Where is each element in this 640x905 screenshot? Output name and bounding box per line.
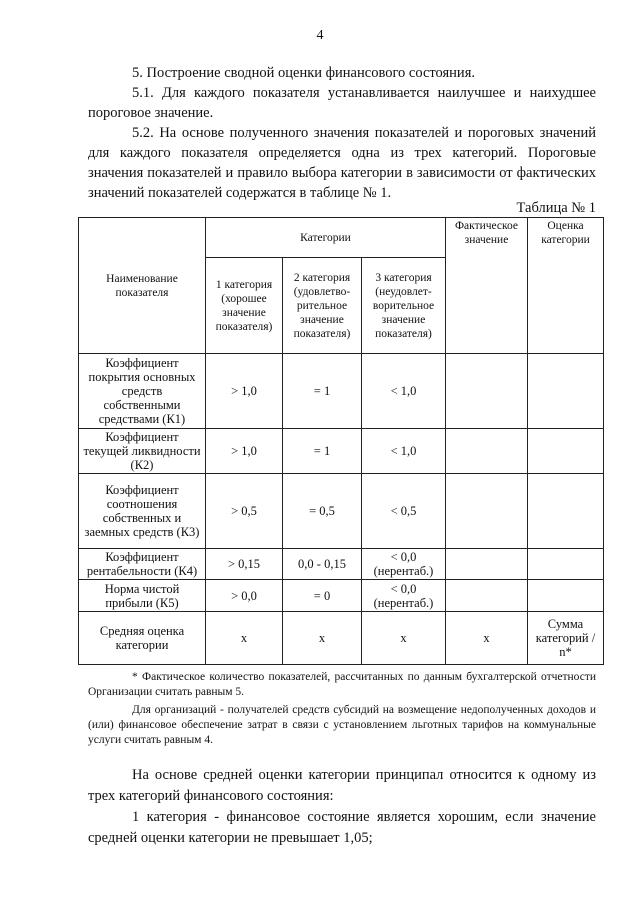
paragraph-5-1: 5.1. Для каждого показателя устанавливается наилучшее и наихудшее пороговое значение. <box>88 85 596 121</box>
header-name: Наименование показателя <box>79 218 206 354</box>
row-actual <box>446 429 528 474</box>
table-row <box>79 474 604 549</box>
row-cat3: < 1,0 <box>362 354 446 429</box>
header-score: Оценка категории <box>528 218 604 354</box>
row-cat1: > 0,0 <box>206 580 283 612</box>
header-category-2: 2 категория (удовлетво-рительное значение показателя) <box>283 258 362 354</box>
row-actual <box>446 354 528 429</box>
table-row <box>79 429 604 474</box>
footnotes <box>88 670 596 751</box>
row-cat2: = 1 <box>283 354 362 429</box>
row-name: Коэффициент соотношения собственных и заемных средств (К3) <box>79 474 206 549</box>
intro-section <box>88 63 596 203</box>
row-cat3: < 1,0 <box>362 429 446 474</box>
row-score <box>528 474 604 549</box>
footnote-2: Для организаций - получателей средств субсидий на возмещение недополученных доходов и (или) финансовое обеспечение затрат в связи с установлением льготных тарифов на коммунальные услуги считать равным 4. <box>88 704 596 746</box>
row-name: Коэффициент рентабельности (К4) <box>79 549 206 580</box>
row-cat1: > 1,0 <box>206 354 283 429</box>
table-row <box>79 549 604 580</box>
row-actual <box>446 580 528 612</box>
row-cat2: 0,0 - 0,15 <box>283 549 362 580</box>
footnote-1: * Фактическое количество показателей, рассчитанных по данным бухгалтерской отчетности Организации считать равным 5. <box>88 671 596 698</box>
header-category-1: 1 категория (хорошее значение показателя) <box>206 258 283 354</box>
row-cat2: х <box>283 612 362 665</box>
row-score <box>528 549 604 580</box>
row-actual <box>446 549 528 580</box>
header-actual: Фактическое значение <box>446 218 528 354</box>
row-cat1: > 1,0 <box>206 429 283 474</box>
row-score: Сумма категорий / n* <box>528 612 604 665</box>
header-categories: Категории <box>206 218 446 258</box>
row-cat2: = 0 <box>283 580 362 612</box>
row-score <box>528 354 604 429</box>
table-caption: Таблица № 1 <box>516 200 596 216</box>
row-cat1: > 0,5 <box>206 474 283 549</box>
header-category-3: 3 категория (неудовлет-ворительное значение показателя) <box>362 258 446 354</box>
row-actual: х <box>446 612 528 665</box>
row-cat1: > 0,15 <box>206 549 283 580</box>
row-actual <box>446 474 528 549</box>
row-cat2: = 1 <box>283 429 362 474</box>
row-name: Норма чистой прибыли (К5) <box>79 580 206 612</box>
section-heading: 5. Построение сводной оценки финансового состояния. <box>132 65 475 81</box>
table-row <box>79 354 604 429</box>
table-row <box>79 580 604 612</box>
row-name: Коэффициент текущей ликвидности (К2) <box>79 429 206 474</box>
row-cat2: = 0,5 <box>283 474 362 549</box>
table-row <box>79 612 604 665</box>
row-name: Средняя оценка категории <box>79 612 206 665</box>
row-cat3: < 0,0 (нерентаб.) <box>362 549 446 580</box>
conclusion-paragraph-1: На основе средней оценки категории принципал относится к одному из трех категорий финансового состояния: <box>88 767 596 804</box>
row-cat1: х <box>206 612 283 665</box>
row-score <box>528 429 604 474</box>
thresholds-table <box>78 217 604 665</box>
row-cat3: х <box>362 612 446 665</box>
conclusion-section <box>88 765 596 849</box>
paragraph-5-2: 5.2. На основе полученного значения показателей и пороговых значений для каждого показателя определяется одна из трех категорий. Пороговые значения показателей и правило выбора категории в зависимости от фактических значений показателей содержатся в таблице № 1. <box>88 125 596 201</box>
row-score <box>528 580 604 612</box>
row-cat3: < 0,0 (нерентаб.) <box>362 580 446 612</box>
conclusion-paragraph-2: 1 категория - финансовое состояние является хорошим, если значение средней оценки категории не превышает 1,05; <box>88 809 596 846</box>
page-number: 4 <box>316 28 324 43</box>
row-cat3: < 0,5 <box>362 474 446 549</box>
row-name: Коэффициент покрытия основных средств собственными средствами (К1) <box>79 354 206 429</box>
